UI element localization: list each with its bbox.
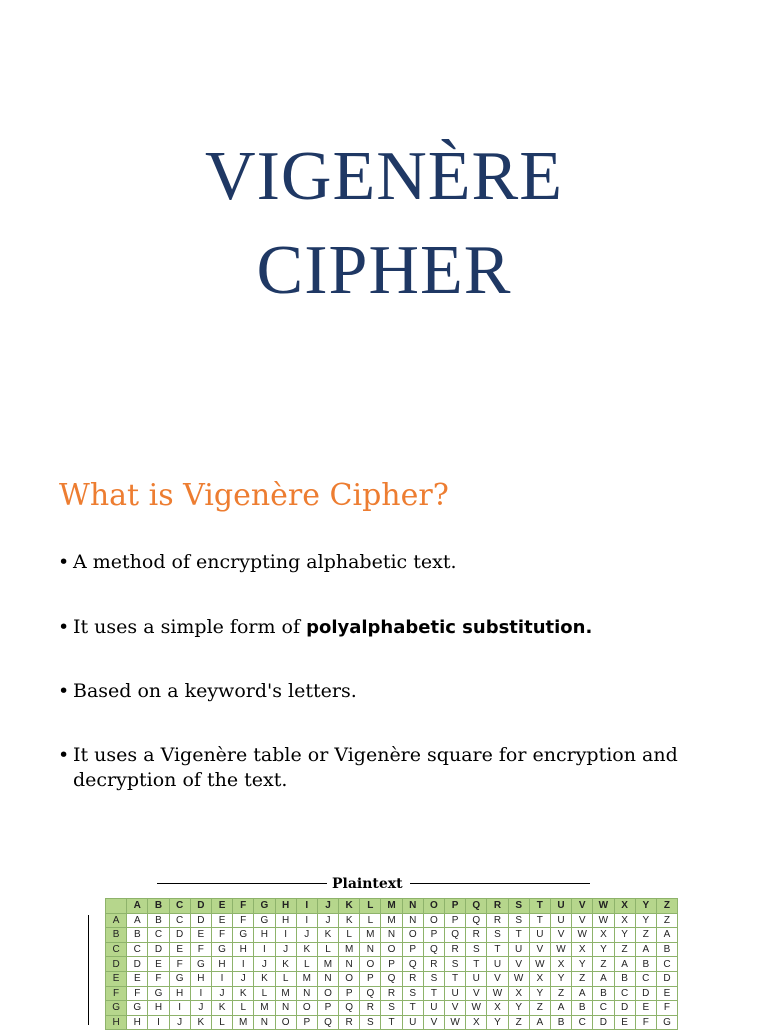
- cipher-cell: V: [423, 1015, 444, 1030]
- cipher-cell: X: [614, 913, 635, 928]
- cipher-cell: G: [148, 986, 169, 1001]
- plaintext-header-cell: U: [550, 899, 571, 914]
- plaintext-header-cell: P: [445, 899, 466, 914]
- cipher-cell: S: [402, 986, 423, 1001]
- table-corner-cell: [106, 899, 127, 914]
- vigenere-table: [105, 898, 678, 1030]
- plaintext-header-cell: L: [360, 899, 381, 914]
- cipher-cell: N: [381, 928, 402, 943]
- cipher-cell: L: [275, 971, 296, 986]
- table-row: [106, 928, 678, 943]
- cipher-cell: T: [445, 971, 466, 986]
- cipher-cell: T: [402, 1001, 423, 1016]
- key-row-header-cell: H: [106, 1015, 127, 1030]
- cipher-cell: Q: [317, 1015, 338, 1030]
- cipher-cell: Y: [550, 971, 571, 986]
- cipher-cell: M: [275, 986, 296, 1001]
- cipher-cell: Z: [635, 928, 656, 943]
- cipher-cell: F: [169, 957, 190, 972]
- cipher-cell: Y: [593, 942, 614, 957]
- cipher-cell: R: [445, 942, 466, 957]
- plaintext-header-cell: E: [211, 899, 232, 914]
- cipher-cell: Y: [487, 1015, 508, 1030]
- cipher-cell: G: [169, 971, 190, 986]
- cipher-cell: V: [466, 986, 487, 1001]
- cipher-cell: I: [296, 913, 317, 928]
- cipher-cell: L: [211, 1015, 232, 1030]
- cipher-cell: M: [296, 971, 317, 986]
- bullet-dot: •: [58, 551, 70, 573]
- cipher-cell: G: [211, 942, 232, 957]
- cipher-cell: Z: [593, 957, 614, 972]
- cipher-cell: M: [317, 957, 338, 972]
- cipher-cell: U: [550, 913, 571, 928]
- cipher-cell: B: [127, 928, 148, 943]
- cipher-cell: A: [127, 913, 148, 928]
- cipher-cell: K: [211, 1001, 232, 1016]
- cipher-cell: O: [275, 1015, 296, 1030]
- key-row-header-cell: F: [106, 986, 127, 1001]
- cipher-cell: L: [360, 913, 381, 928]
- cipher-cell: X: [572, 942, 593, 957]
- cipher-cell: A: [614, 957, 635, 972]
- table-header-row: [106, 899, 678, 914]
- cipher-cell: S: [360, 1015, 381, 1030]
- cipher-cell: F: [635, 1015, 656, 1030]
- bullet-dot: •: [58, 616, 70, 638]
- cipher-cell: S: [508, 913, 529, 928]
- cipher-cell: N: [296, 986, 317, 1001]
- plaintext-header-cell: M: [381, 899, 402, 914]
- cipher-cell: G: [190, 957, 211, 972]
- cipher-cell: U: [529, 928, 550, 943]
- cipher-cell: C: [593, 1001, 614, 1016]
- cipher-cell: E: [190, 928, 211, 943]
- bullet-item: [58, 743, 698, 793]
- cipher-cell: N: [339, 957, 360, 972]
- cipher-cell: K: [296, 942, 317, 957]
- cipher-cell: O: [423, 913, 444, 928]
- cipher-cell: L: [233, 1001, 254, 1016]
- cipher-cell: D: [148, 942, 169, 957]
- cipher-cell: B: [614, 971, 635, 986]
- plaintext-header-cell: J: [317, 899, 338, 914]
- bullet-text: A method of encrypting alphabetic text.: [73, 551, 457, 573]
- cipher-cell: K: [275, 957, 296, 972]
- cipher-cell: W: [550, 942, 571, 957]
- cipher-cell: I: [275, 928, 296, 943]
- cipher-cell: N: [360, 942, 381, 957]
- cipher-cell: T: [381, 1015, 402, 1030]
- cipher-cell: O: [402, 928, 423, 943]
- cipher-cell: R: [360, 1001, 381, 1016]
- cipher-cell: L: [296, 957, 317, 972]
- plaintext-header-cell: F: [233, 899, 254, 914]
- cipher-cell: M: [233, 1015, 254, 1030]
- plaintext-header-cell: Z: [656, 899, 677, 914]
- cipher-cell: Z: [614, 942, 635, 957]
- cipher-cell: J: [254, 957, 275, 972]
- cipher-cell: C: [169, 913, 190, 928]
- plaintext-rule-left: [157, 883, 327, 884]
- plaintext-header-cell: C: [169, 899, 190, 914]
- cipher-cell: P: [296, 1015, 317, 1030]
- cipher-cell: C: [656, 957, 677, 972]
- cipher-cell: B: [593, 986, 614, 1001]
- bullet-dot: •: [58, 744, 70, 766]
- cipher-cell: Q: [360, 986, 381, 1001]
- cipher-cell: X: [529, 971, 550, 986]
- cipher-cell: U: [445, 986, 466, 1001]
- bullet-item: [58, 550, 698, 575]
- plaintext-header-cell: N: [402, 899, 423, 914]
- cipher-cell: N: [317, 971, 338, 986]
- cipher-cell: D: [656, 971, 677, 986]
- cipher-cell: T: [508, 928, 529, 943]
- cipher-cell: E: [127, 971, 148, 986]
- cipher-cell: O: [360, 957, 381, 972]
- key-row-header-cell: B: [106, 928, 127, 943]
- cipher-cell: E: [211, 913, 232, 928]
- vigenere-square: [105, 898, 678, 1030]
- plaintext-header-cell: D: [190, 899, 211, 914]
- key-row-header-cell: D: [106, 957, 127, 972]
- bullet-item: [58, 615, 698, 640]
- cipher-cell: E: [148, 957, 169, 972]
- table-row: [106, 957, 678, 972]
- cipher-cell: Q: [339, 1001, 360, 1016]
- cipher-cell: H: [148, 1001, 169, 1016]
- cipher-cell: U: [466, 971, 487, 986]
- key-row-header-cell: C: [106, 942, 127, 957]
- cipher-cell: J: [169, 1015, 190, 1030]
- plaintext-header-cell: I: [296, 899, 317, 914]
- cipher-cell: N: [275, 1001, 296, 1016]
- cipher-cell: P: [445, 913, 466, 928]
- table-row: [106, 1015, 678, 1030]
- cipher-cell: C: [635, 971, 656, 986]
- cipher-cell: H: [169, 986, 190, 1001]
- cipher-cell: V: [508, 957, 529, 972]
- cipher-cell: L: [339, 928, 360, 943]
- cipher-cell: M: [254, 1001, 275, 1016]
- cipher-cell: Z: [656, 913, 677, 928]
- cipher-cell: D: [593, 1015, 614, 1030]
- cipher-cell: B: [572, 1001, 593, 1016]
- vigenere-table-figure: [0, 870, 768, 1029]
- cipher-cell: N: [254, 1015, 275, 1030]
- cipher-cell: W: [508, 971, 529, 986]
- plaintext-header-cell: W: [593, 899, 614, 914]
- key-row-header-cell: A: [106, 913, 127, 928]
- cipher-cell: A: [593, 971, 614, 986]
- cipher-cell: O: [381, 942, 402, 957]
- cipher-cell: F: [148, 971, 169, 986]
- cipher-cell: Z: [550, 986, 571, 1001]
- cipher-cell: M: [339, 942, 360, 957]
- cipher-cell: B: [656, 942, 677, 957]
- cipher-cell: P: [317, 1001, 338, 1016]
- cipher-cell: I: [169, 1001, 190, 1016]
- cipher-cell: T: [423, 986, 444, 1001]
- cipher-cell: S: [445, 957, 466, 972]
- cipher-cell: W: [487, 986, 508, 1001]
- key-row-header-cell: G: [106, 1001, 127, 1016]
- cipher-cell: B: [635, 957, 656, 972]
- cipher-cell: K: [190, 1015, 211, 1030]
- plaintext-header-cell: T: [529, 899, 550, 914]
- cipher-cell: T: [466, 957, 487, 972]
- cipher-cell: Y: [572, 957, 593, 972]
- cipher-cell: B: [148, 913, 169, 928]
- cipher-cell: R: [466, 928, 487, 943]
- cipher-cell: Z: [508, 1015, 529, 1030]
- table-row: [106, 971, 678, 986]
- cipher-cell: V: [445, 1001, 466, 1016]
- cipher-cell: F: [656, 1001, 677, 1016]
- cipher-cell: A: [635, 942, 656, 957]
- bullet-text: It uses a simple form of: [73, 616, 307, 638]
- cipher-cell: A: [529, 1015, 550, 1030]
- cipher-cell: R: [487, 913, 508, 928]
- cipher-cell: U: [423, 1001, 444, 1016]
- plaintext-header-cell: V: [572, 899, 593, 914]
- cipher-cell: K: [233, 986, 254, 1001]
- cipher-cell: V: [487, 971, 508, 986]
- bullet-text: It uses a Vigenère table or Vigenère square for encryption and decryption of the text.: [73, 744, 678, 791]
- table-row: [106, 986, 678, 1001]
- cipher-cell: U: [487, 957, 508, 972]
- cipher-cell: C: [148, 928, 169, 943]
- cipher-cell: B: [550, 1015, 571, 1030]
- title-line-1: VIGENÈRE: [205, 138, 563, 215]
- cipher-cell: E: [635, 1001, 656, 1016]
- plaintext-header-cell: X: [614, 899, 635, 914]
- cipher-cell: J: [190, 1001, 211, 1016]
- cipher-cell: H: [190, 971, 211, 986]
- cipher-cell: V: [572, 913, 593, 928]
- cipher-cell: Q: [381, 971, 402, 986]
- cipher-cell: H: [233, 942, 254, 957]
- cipher-cell: D: [127, 957, 148, 972]
- plaintext-rule-right: [410, 883, 590, 884]
- table-row: [106, 1001, 678, 1016]
- slide-title: [0, 130, 768, 318]
- cipher-cell: O: [296, 1001, 317, 1016]
- plaintext-header-cell: R: [487, 899, 508, 914]
- cipher-cell: S: [423, 971, 444, 986]
- cipher-cell: H: [211, 957, 232, 972]
- cipher-cell: C: [572, 1015, 593, 1030]
- cipher-cell: S: [487, 928, 508, 943]
- cipher-cell: U: [508, 942, 529, 957]
- plaintext-header-cell: K: [339, 899, 360, 914]
- cipher-cell: Y: [508, 1001, 529, 1016]
- section-heading: What is Vigenère Cipher?: [59, 478, 449, 513]
- cipher-cell: A: [550, 1001, 571, 1016]
- cipher-cell: W: [445, 1015, 466, 1030]
- cipher-cell: T: [529, 913, 550, 928]
- cipher-cell: X: [508, 986, 529, 1001]
- plaintext-header-cell: Q: [466, 899, 487, 914]
- cipher-cell: K: [339, 913, 360, 928]
- cipher-cell: Y: [614, 928, 635, 943]
- bullet-text: Based on a keyword's letters.: [73, 680, 357, 702]
- plaintext-header-cell: B: [148, 899, 169, 914]
- cipher-cell: P: [381, 957, 402, 972]
- cipher-cell: G: [656, 1015, 677, 1030]
- cipher-cell: Q: [423, 942, 444, 957]
- cipher-cell: J: [211, 986, 232, 1001]
- cipher-cell: H: [127, 1015, 148, 1030]
- cipher-cell: L: [317, 942, 338, 957]
- cipher-cell: R: [423, 957, 444, 972]
- key-row-header-cell: E: [106, 971, 127, 986]
- cipher-cell: L: [254, 986, 275, 1001]
- cipher-cell: I: [254, 942, 275, 957]
- plaintext-header-cell: A: [127, 899, 148, 914]
- cipher-cell: J: [233, 971, 254, 986]
- cipher-cell: V: [529, 942, 550, 957]
- cipher-cell: X: [487, 1001, 508, 1016]
- cipher-cell: D: [614, 1001, 635, 1016]
- plaintext-header-cell: S: [508, 899, 529, 914]
- cipher-cell: Y: [635, 913, 656, 928]
- cipher-cell: S: [381, 1001, 402, 1016]
- cipher-cell: X: [550, 957, 571, 972]
- cipher-cell: E: [614, 1015, 635, 1030]
- cipher-cell: R: [339, 1015, 360, 1030]
- cipher-cell: N: [402, 913, 423, 928]
- plaintext-header-cell: H: [275, 899, 296, 914]
- cipher-cell: G: [127, 1001, 148, 1016]
- cipher-cell: R: [381, 986, 402, 1001]
- cipher-cell: P: [423, 928, 444, 943]
- cipher-cell: V: [550, 928, 571, 943]
- cipher-cell: I: [148, 1015, 169, 1030]
- cipher-cell: D: [190, 913, 211, 928]
- plaintext-header-cell: Y: [635, 899, 656, 914]
- cipher-cell: D: [169, 928, 190, 943]
- cipher-cell: Q: [445, 928, 466, 943]
- cipher-cell: C: [614, 986, 635, 1001]
- cipher-cell: E: [656, 986, 677, 1001]
- cipher-cell: F: [127, 986, 148, 1001]
- cipher-cell: H: [254, 928, 275, 943]
- table-row: [106, 942, 678, 957]
- cipher-cell: C: [127, 942, 148, 957]
- cipher-cell: P: [339, 986, 360, 1001]
- bullet-item: [58, 679, 698, 704]
- cipher-cell: F: [233, 913, 254, 928]
- cipher-cell: P: [360, 971, 381, 986]
- cipher-cell: Z: [529, 1001, 550, 1016]
- cipher-cell: F: [190, 942, 211, 957]
- cipher-cell: T: [487, 942, 508, 957]
- cipher-cell: P: [402, 942, 423, 957]
- key-axis-rule: [88, 915, 89, 1025]
- table-row: [106, 913, 678, 928]
- cipher-cell: I: [233, 957, 254, 972]
- cipher-cell: G: [233, 928, 254, 943]
- cipher-cell: J: [317, 913, 338, 928]
- cipher-cell: E: [169, 942, 190, 957]
- cipher-cell: W: [529, 957, 550, 972]
- cipher-cell: I: [211, 971, 232, 986]
- cipher-cell: W: [572, 928, 593, 943]
- cipher-cell: R: [402, 971, 423, 986]
- cipher-cell: W: [466, 1001, 487, 1016]
- cipher-cell: W: [593, 913, 614, 928]
- plaintext-header-cell: G: [254, 899, 275, 914]
- cipher-cell: U: [402, 1015, 423, 1030]
- plaintext-label: Plaintext: [332, 876, 403, 892]
- cipher-cell: Y: [529, 986, 550, 1001]
- cipher-cell: F: [211, 928, 232, 943]
- cipher-cell: G: [254, 913, 275, 928]
- plaintext-header-cell: O: [423, 899, 444, 914]
- cipher-cell: K: [254, 971, 275, 986]
- cipher-cell: J: [275, 942, 296, 957]
- cipher-cell: S: [466, 942, 487, 957]
- cipher-cell: K: [317, 928, 338, 943]
- cipher-cell: Z: [572, 971, 593, 986]
- cipher-cell: A: [656, 928, 677, 943]
- cipher-cell: H: [275, 913, 296, 928]
- cipher-cell: M: [381, 913, 402, 928]
- cipher-cell: X: [466, 1015, 487, 1030]
- cipher-cell: M: [360, 928, 381, 943]
- cipher-cell: X: [593, 928, 614, 943]
- cipher-cell: I: [190, 986, 211, 1001]
- cipher-cell: D: [635, 986, 656, 1001]
- bullet-bold-text: polyalphabetic substitution.: [306, 617, 593, 638]
- cipher-cell: Q: [402, 957, 423, 972]
- cipher-cell: A: [572, 986, 593, 1001]
- title-line-2: CIPHER: [256, 232, 512, 309]
- cipher-cell: O: [339, 971, 360, 986]
- cipher-cell: O: [317, 986, 338, 1001]
- cipher-cell: Q: [466, 913, 487, 928]
- cipher-cell: J: [296, 928, 317, 943]
- bullet-dot: •: [58, 680, 70, 702]
